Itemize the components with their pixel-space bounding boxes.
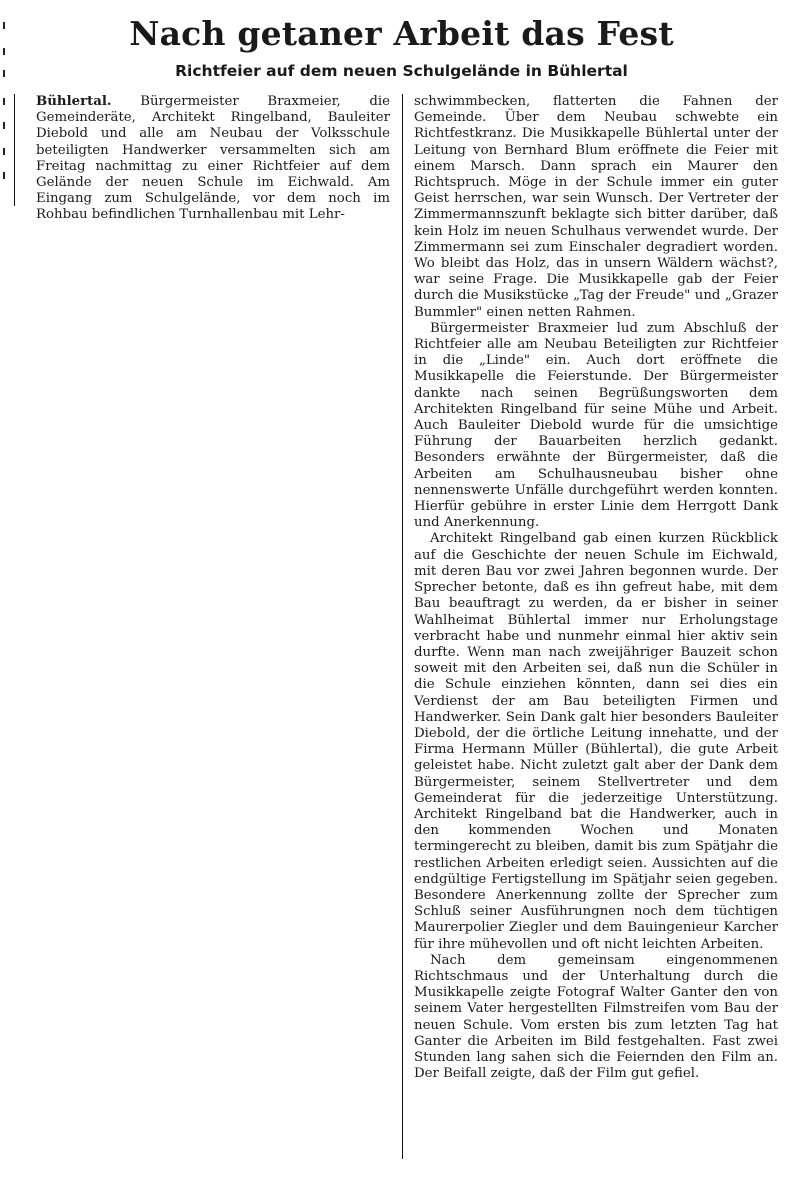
dateline: Bühlertal. [36, 94, 112, 109]
paragraph-1-continued: schwimmbecken, flatterten die Fahnen der Gemeinde. Über dem Neubau schwebte ein Richtfestkranz. Die Musikkapelle Bühlertal unter der Leitung von Bernhard Blum eröffnete die Feier mit einem Marsch. Dann sprach ein Maurer den Richtspruch. Möge in der Schule immer ein guter Geist herrschen, war sein Wunsch. Der Vertreter der Zimmermannszunft beklagte sich bitter darüber, daß kein Holz im neuen Schulhaus verwendet wurde. Der Zimmermann sei zum Einschaler degradiert worden. Wo bleibt das Holz, das in unsern Wäldern wächst?, war seine Frage. Die Musikkapelle gab der Feier durch die Musikstücke „Tag der Freude" und „Grazer Bummler" einen netten Rahmen. [414, 94, 778, 320]
paragraph-2: Bürgermeister Braxmeier lud zum Abschluß der Richtfeier alle am Neubau Beteiligten zur Richtfeier in die „Linde" ein. Auch dort eröffnete die Musikkapelle die Feierstunde. Der Bürgermeister dankte nach seinen Begrüßungsworten dem Architekten Ringelband für seine Mühe und Arbeit. Auch Bauleiter Diebold wurde für die umsichtige Führung der Bauarbeiten herzlich gedankt. Besonders erwähnte der Bürgermeister, daß die Arbeiten am Schulhausneubau bisher ohne nennenswerte Unfälle durchgeführt werden konnten. Hierfür gebühre in erster Linie dem Herrgott Dank und Anerkennung. [414, 320, 778, 531]
article-subheadline: Richtfeier auf dem neuen Schulgelände in Bühlertal [175, 62, 628, 80]
paragraph-3: Architekt Ringelband gab einen kurzen Rückblick auf die Geschichte der neuen Schule im Eichwald, mit deren Bau vor zwei Jahren begonnen wurde. Der Sprecher betonte, daß es ihn gefreut habe, mit dem Bau beauftragt zu werden, da er bisher in seiner Wahlheimat Bühlertal immer nur Erholungstage verbracht habe und nunmehr einmal hier aktiv sein durfte. Wenn man nach zweijähriger Bauzeit schon soweit mit den Arbeiten sei, daß nun die Schüler in die Schule einziehen könnten, dann sei dies ein Verdienst der am Bau beteiligten Firmen und Handwerker. Sein Dank galt hier besonders Bauleiter Diebold, der die örtliche Leitung innehatte, und der Firma Hermann Müller (Bühlertal), die gute Arbeit geleistet habe. Nicht zuletzt galt aber der Dank dem Bürgermeister, seinem Stellvertreter und dem Gemeinderat für die jederzeitige Unterstützung. Architekt Ringelband bat die Handwerker, auch in den kommenden Wochen und Monaten termingerecht zu bleiben, damit bis zum Spätjahr die restlichen Arbeiten erledigt seien. Aussichten auf die endgültige Fertigstellung im Spätjahr seien gegeben. Besondere Anerkennung zollte der Sprecher zum Schluß seiner Ausführungnen noch dem tüchtigen Maurerpolier Ziegler und dem Bauingenieur Karcher für ihre mühevollen und oft nicht leichten Arbeiten. [414, 531, 778, 952]
column-divider-rule [402, 94, 403, 1159]
paragraph-1 [36, 94, 390, 224]
left-margin-marks [0, 0, 10, 1185]
paragraph-4: Nach dem gemeinsam eingenommenen Richtschmaus und der Unterhaltung durch die Musikkapelle zeigte Fotograf Walter Ganter den von seinem Vater hergestellten Filmstreifen vom Bau der neuen Schule. Vom ersten bis zum letzten Tag hat Ganter die Arbeiten im Bild festgehalten. Fast zwei Stunden lang sahen sich die Feiernden den Film an. Der Beifall zeigte, daß der Film gut gefiel. [414, 952, 778, 1082]
article-column-2 [414, 94, 778, 1082]
paragraph-1-text: Bürgermeister Braxmeier, die Gemeinderäte, Architekt Ringelband, Bauleiter Diebold und alle am Neubau der Volksschule beteiligten Handwerker versammelten sich am Freitag nachmittag zu einer Richtfeier auf dem Gelände der neuen Schule im Eichwald. Am Eingang zum Schulgelände, vor dem noch im Rohbau befindlichen Turnhallenbau mit Lehr- [36, 94, 390, 223]
article-headline: Nach getaner Arbeit das Fest [129, 14, 674, 53]
article-column-1 [36, 94, 390, 224]
left-column-rule [14, 94, 15, 206]
